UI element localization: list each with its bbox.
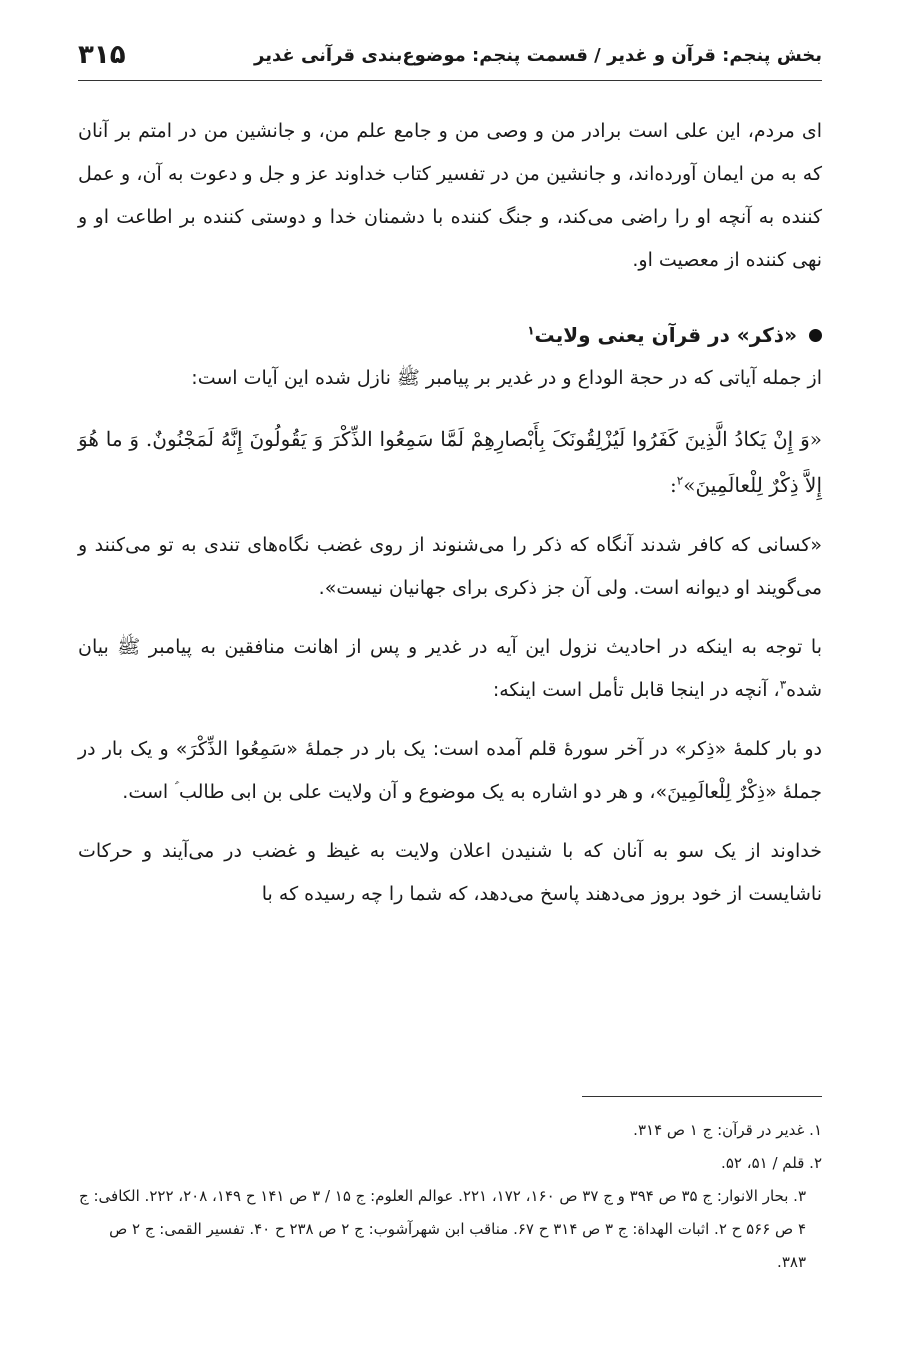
page-header bbox=[78, 30, 822, 81]
page-number: ۳۱۵ bbox=[78, 40, 126, 70]
verse-text: «وَ إِنْ یَکادُ الَّذِینَ کَفَرُوا لَیُزْلِقُونَکَ بِأَبْصارِهِمْ لَمَّا سَمِعُوا الذِّکْرَ وَ یَقُولُونَ إِنَّهُ لَمَجْنُونٌ. وَ ما هُوَ إِلاَّ ذِکْرٌ لِلْعالَمِینَ» bbox=[78, 427, 822, 497]
footnotes bbox=[78, 1114, 822, 1279]
quran-verse bbox=[78, 416, 822, 508]
footnote-2: ۲. قلم / ۵۱، ۵۲. bbox=[721, 1154, 822, 1172]
paragraph-4-start: با توجه به اینکه در احادیث نزول این آیه در غدیر و پس از اهانت منافقین به پیامبر ﷺ بیان شده bbox=[78, 636, 822, 701]
paragraph-6: خداوند از یک سو به آنان که با شنیدن اعلان ولایت به غیظ و غضب در می‌آیند و حرکات ناشایست از خود بروز می‌دهند پاسخ می‌دهد، که شما را چه رسیده که با bbox=[78, 840, 822, 905]
heading-text: «ذکر» در قرآن یعنی ولایت bbox=[534, 323, 797, 347]
paragraph-4-end: ، آنچه در اینجا قابل تأمل است اینکه: bbox=[492, 679, 780, 701]
paragraph-5: دو بار کلمهٔ «ذِکر» در آخر سورهٔ قلم آمده است: یک بار در جملهٔ «سَمِعُوا الذِّکْرَ» و یک بار در جملهٔ «ذِکْرٌ لِلْعالَمِینَ»، و هر دو اشاره به یک موضوع و آن ولایت علی بن ابی طالب ؑ است. bbox=[78, 738, 822, 803]
paragraph-2: از جمله آیاتی که در حجة الوداع و در غدیر بر پیامبر ﷺ نازل شده این آیات است: bbox=[191, 367, 822, 389]
verse-end: : bbox=[670, 473, 677, 497]
footnote-1: ۱. غدیر در قرآن: ج ۱ ص ۳۱۴. bbox=[633, 1121, 822, 1139]
footnote-ref-2: ۲ bbox=[676, 473, 684, 488]
main-text bbox=[78, 110, 822, 932]
bullet-icon bbox=[809, 329, 822, 342]
footnote-ref-3: ۳ bbox=[779, 677, 787, 692]
footnote-3: ۳. بحار الانوار: ج ۳۵ ص ۳۹۴ و ج ۳۷ ص ۱۶۰، ۱۷۲، ۲۲۱. عوالم العلوم: ج ۱۵ / ۳ ص ۱۴۱ ح ۱۴۹، ۲۰۸، ۲۲۲. الکافی: ج ۴ ص ۵۶۶ ح ۲. اثبات الهداة: ج ۳ ص ۳۱۴ ح ۶۷. مناقب ابن شهرآشوب: ج ۲ ص ۲۳۸ ح ۴۰. تفسیر القمی: ج ۲ ص ۳۸۳. bbox=[79, 1187, 806, 1271]
paragraph-1: ای مردم، این علی است برادر من و وصی من و جامع علم من، و جانشین من در امتم بر آنان که به من ایمان آورده‌اند، و جانشین من در تفسیر کتاب خداوند عز و جل و دعوت به آن، و عمل کننده به آنچه او را راضی می‌کند، و جنگ کننده با دشمنان خدا و دوستی کننده بر اطاعت او و نهی کننده از معصیت او. bbox=[78, 120, 822, 271]
paragraph-4 bbox=[78, 626, 822, 712]
footnote-divider bbox=[582, 1096, 822, 1097]
running-title: بخش پنجم: قرآن و غدیر / قسمت پنجم: موضوع‌بندی قرآنی غدیر bbox=[254, 44, 822, 66]
footnote-ref-1: ۱ bbox=[527, 323, 535, 338]
section-heading bbox=[78, 314, 822, 357]
paragraph-translation: «کسانی که کافر شدند آنگاه که ذکر را می‌شنوند از روی غضب نگاه‌های تندی به تو می‌کنند و می‌گویند او دیوانه است. ولی آن جز ذکری برای جهانیان نیست». bbox=[78, 534, 822, 599]
